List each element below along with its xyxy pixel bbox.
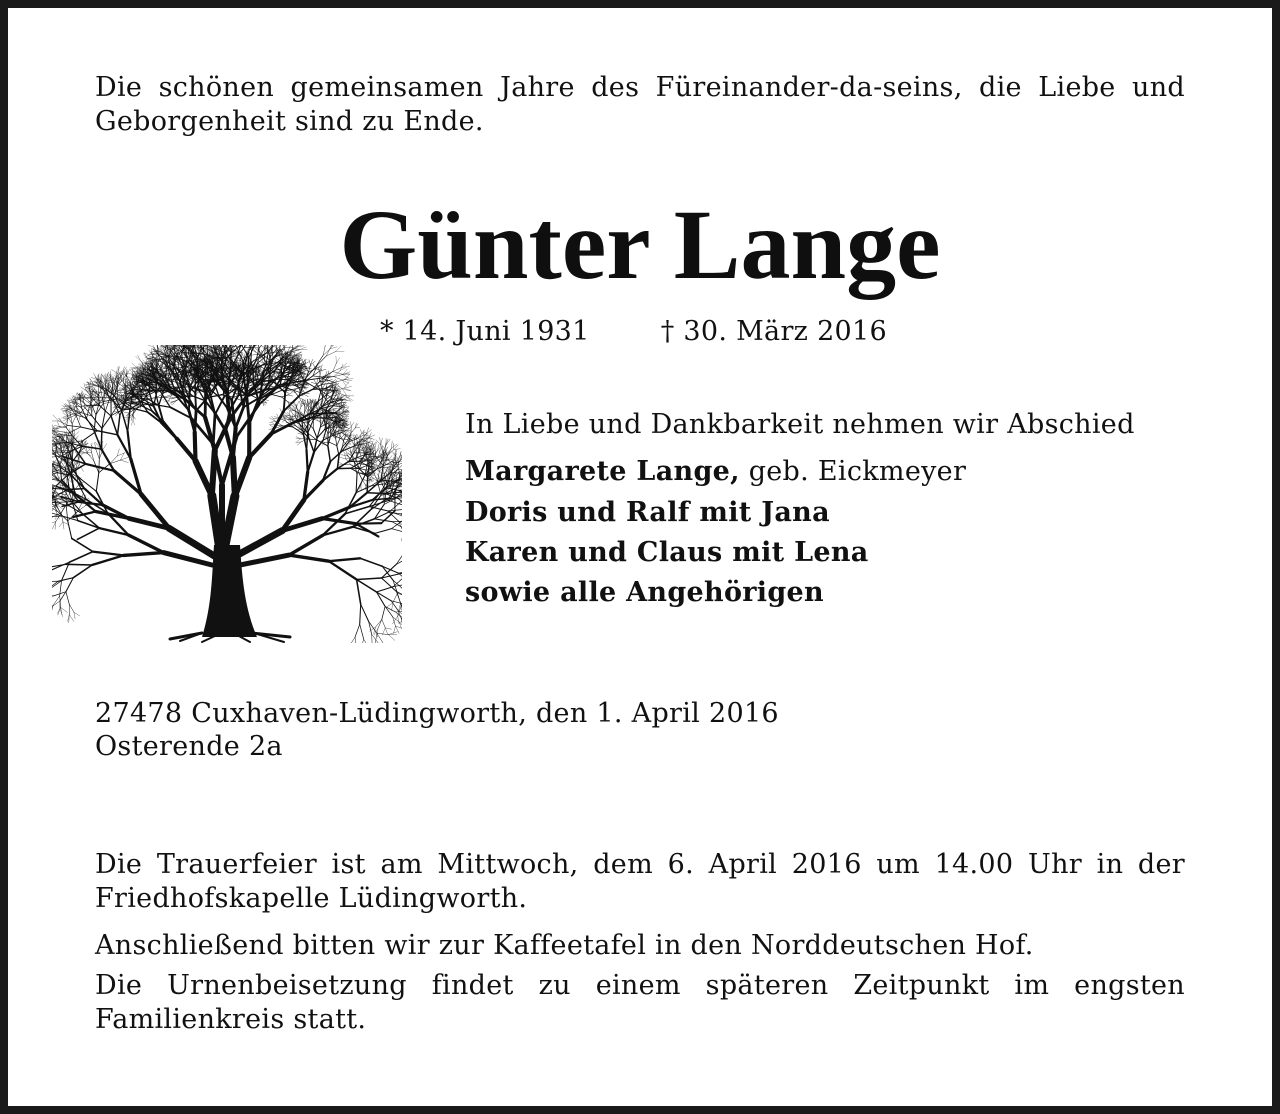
death-date: † 30. März 2016 — [660, 316, 887, 347]
signature-1-suffix: geb. Eickmeyer — [739, 456, 967, 487]
service-line-2: Friedhofskapelle Lüdingworth. — [95, 883, 528, 914]
birth-date: * 14. Juni 1931 — [380, 316, 590, 347]
date-gap — [590, 316, 661, 347]
intro-line-1: Die schönen gemeinsamen Jahre des Füreinander-da-seins, die Liebe und — [95, 72, 1185, 103]
urn-line-2: Familienkreis statt. — [95, 1004, 367, 1035]
life-dates — [380, 315, 940, 349]
signature-1 — [465, 455, 1205, 489]
reception-info: Anschließend bitten wir zur Kaffeetafel in den Norddeutschen Hof. — [95, 930, 1034, 961]
signature-4: sowie alle Angehörigen — [465, 577, 824, 608]
intro-text — [95, 71, 1185, 139]
street-address: Osterende 2a — [95, 731, 283, 762]
farewell-text: In Liebe und Dankbarkeit nehmen wir Abschied — [465, 409, 1135, 440]
intro-line-2: Geborgenheit sind zu Ende. — [95, 106, 484, 137]
deceased-name: Günter Lange — [339, 189, 941, 300]
signature-1-name: Margarete Lange, — [465, 456, 740, 487]
place-date: 27478 Cuxhaven-Lüdingworth, den 1. April 2016 — [95, 698, 779, 729]
tree-icon — [52, 345, 402, 643]
signature-3: Karen und Claus mit Lena — [465, 537, 869, 568]
service-info — [95, 848, 1185, 916]
signature-2: Doris und Ralf mit Jana — [465, 497, 830, 528]
urn-line-1: Die Urnenbeisetzung findet zu einem späteren Zeitpunkt im engsten — [95, 970, 1185, 1001]
service-line-1: Die Trauerfeier ist am Mittwoch, dem 6. April 2016 um 14.00 Uhr in der — [95, 849, 1185, 880]
urn-burial-info — [95, 969, 1185, 1037]
